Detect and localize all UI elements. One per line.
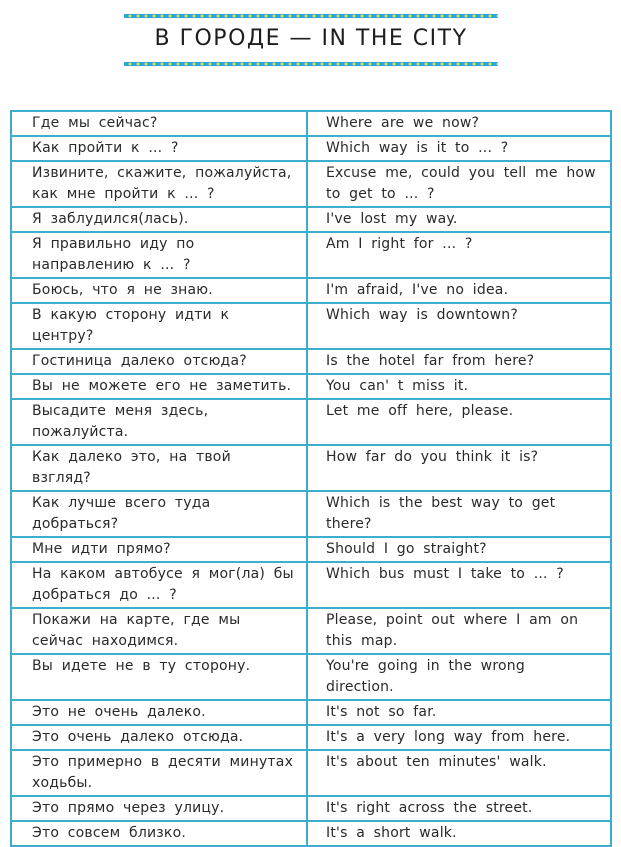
english-phrase: Which way is it to ... ?	[307, 136, 611, 161]
table-row	[11, 491, 611, 537]
english-phrase: It's a very long way from here.	[307, 725, 611, 750]
title-border-bottom	[124, 62, 498, 66]
table-row	[11, 725, 611, 750]
page-title: В ГОРОДЕ — IN THE CITY	[154, 26, 468, 51]
russian-phrase: Боюсь, что я не знаю.	[11, 278, 307, 303]
russian-phrase: Как лучше всего туда добраться?	[11, 491, 307, 537]
table-row	[11, 399, 611, 445]
title-box	[124, 14, 498, 66]
table-row	[11, 232, 611, 278]
english-phrase: Excuse me, could you tell me how to get to ... ?	[307, 161, 611, 207]
english-phrase: Is the hotel far from here?	[307, 349, 611, 374]
russian-phrase: В какую сторону идти к центру?	[11, 303, 307, 349]
table-row	[11, 349, 611, 374]
table-row	[11, 821, 611, 846]
russian-phrase: Это совсем близко.	[11, 821, 307, 846]
english-phrase: Let me off here, please.	[307, 399, 611, 445]
phrase-table	[10, 110, 612, 847]
table-row	[11, 445, 611, 491]
russian-phrase: Мне идти прямо?	[11, 537, 307, 562]
table-row	[11, 374, 611, 399]
english-phrase: You can' t miss it.	[307, 374, 611, 399]
table-row	[11, 136, 611, 161]
english-phrase: Which bus must I take to ... ?	[307, 562, 611, 608]
russian-phrase: Вы идете не в ту сторону.	[11, 654, 307, 700]
russian-phrase: Извините, скажите, пожалуйста, как мне пройти к ... ?	[11, 161, 307, 207]
table-row	[11, 796, 611, 821]
russian-phrase: На каком автобусе я мог(ла) бы добраться до ... ?	[11, 562, 307, 608]
english-phrase: Should I go straight?	[307, 537, 611, 562]
english-phrase: You're going in the wrong direction.	[307, 654, 611, 700]
russian-phrase: Это прямо через улицу.	[11, 796, 307, 821]
english-phrase: I've lost my way.	[307, 207, 611, 232]
table-row	[11, 278, 611, 303]
english-phrase: It's about ten minutes' walk.	[307, 750, 611, 796]
table-row	[11, 654, 611, 700]
english-phrase: Please, point out where I am on this map.	[307, 608, 611, 654]
table-row	[11, 700, 611, 725]
table-row	[11, 111, 611, 136]
english-phrase: It's a short walk.	[307, 821, 611, 846]
russian-phrase: Как далеко это, на твой взгляд?	[11, 445, 307, 491]
russian-phrase: Высадите меня здесь, пожалуйста.	[11, 399, 307, 445]
table-row	[11, 608, 611, 654]
english-phrase: Where are we now?	[307, 111, 611, 136]
russian-phrase: Вы не можете его не заметить.	[11, 374, 307, 399]
english-phrase: Am I right for ... ?	[307, 232, 611, 278]
english-phrase: Which way is downtown?	[307, 303, 611, 349]
english-phrase: It's not so far.	[307, 700, 611, 725]
russian-phrase: Я правильно иду по направлению к ... ?	[11, 232, 307, 278]
table-row	[11, 537, 611, 562]
russian-phrase: Где мы сейчас?	[11, 111, 307, 136]
english-phrase: How far do you think it is?	[307, 445, 611, 491]
title-border-top	[124, 14, 498, 18]
table-row	[11, 161, 611, 207]
english-phrase: I'm afraid, I've no idea.	[307, 278, 611, 303]
russian-phrase: Это примерно в десяти минутах ходьбы.	[11, 750, 307, 796]
russian-phrase: Это не очень далеко.	[11, 700, 307, 725]
russian-phrase: Это очень далеко отсюда.	[11, 725, 307, 750]
english-phrase: Which is the best way to get there?	[307, 491, 611, 537]
table-row	[11, 303, 611, 349]
table-row	[11, 207, 611, 232]
table-row	[11, 750, 611, 796]
russian-phrase: Я заблудился(лась).	[11, 207, 307, 232]
english-phrase: It's right across the street.	[307, 796, 611, 821]
russian-phrase: Гостиница далеко отсюда?	[11, 349, 307, 374]
table-row	[11, 562, 611, 608]
russian-phrase: Как пройти к ... ?	[11, 136, 307, 161]
russian-phrase: Покажи на карте, где мы сейчас находимся.	[11, 608, 307, 654]
